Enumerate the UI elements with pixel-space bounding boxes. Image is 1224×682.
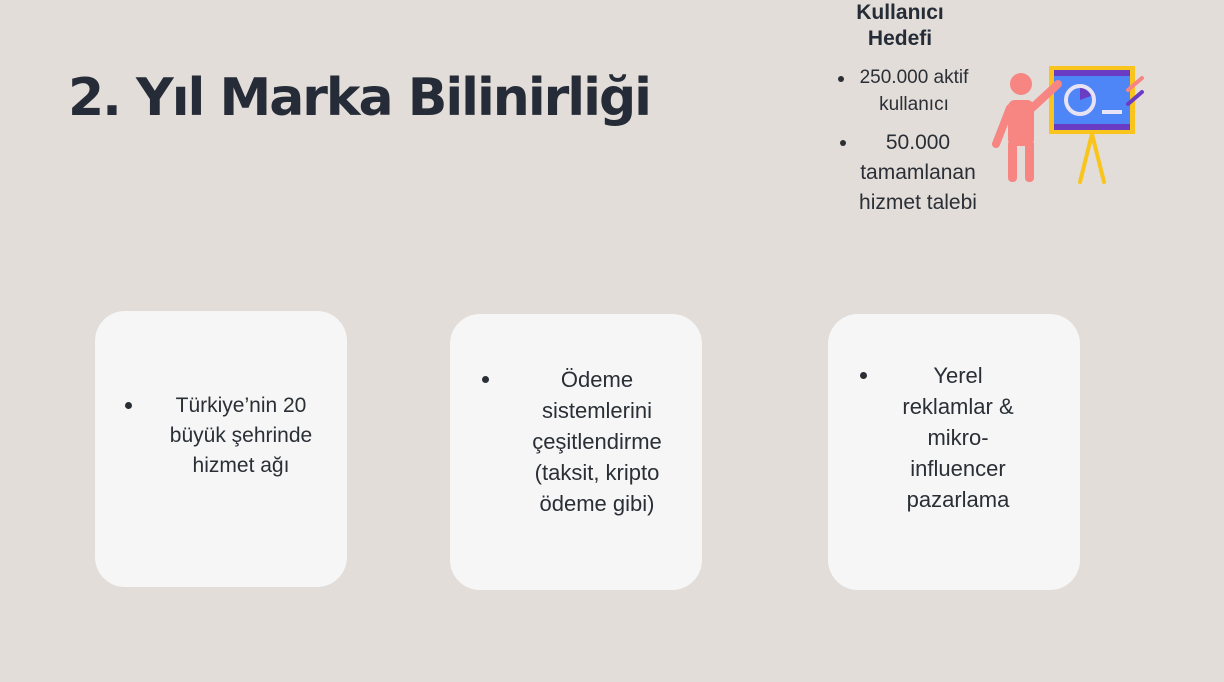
card-service-network-list	[163, 391, 319, 481]
user-goal-list	[828, 64, 988, 218]
presenter-board-icon	[988, 62, 1160, 188]
card-payment-systems-text: Ödeme sistemlerini çeşitlendirme (taksit, kripto ödeme gibi)	[520, 364, 674, 519]
card-service-network-text: Türkiye’nin 20 büyük şehrinde hizmet ağı	[163, 391, 319, 481]
card-payment-systems	[450, 314, 702, 590]
slide-title: 2. Yıl Marka Bilinirliği	[68, 68, 650, 128]
user-goal-item-active-users: 250.000 aktif kullanıcı	[828, 64, 970, 118]
card-local-marketing-text: Yerel reklamlar & mikro-influencer pazarlama	[898, 360, 1018, 515]
user-goal-item-service-requests: 50.000 tamamlanan hizmet talebi	[828, 128, 980, 218]
card-payment-systems-list	[520, 364, 674, 519]
card-local-marketing	[828, 314, 1080, 590]
card-local-marketing-list	[898, 360, 1018, 515]
card-service-network	[95, 311, 347, 587]
user-goal-heading: Kullanıcı Hedefi	[856, 1, 944, 50]
